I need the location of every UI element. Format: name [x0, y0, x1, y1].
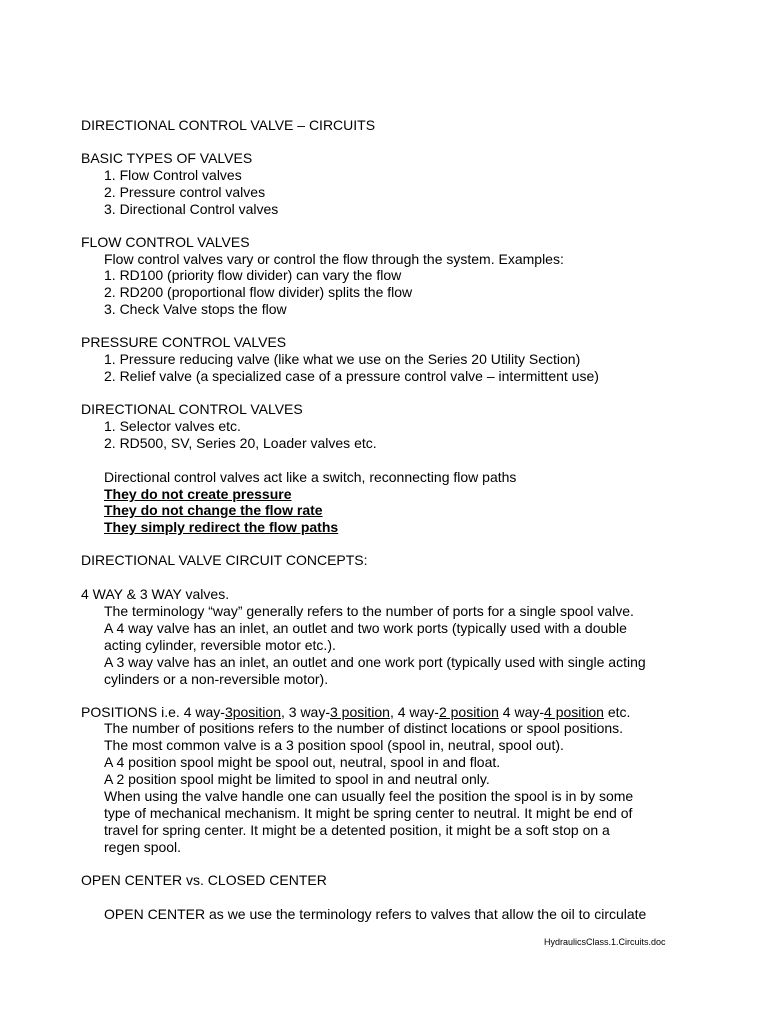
positions-line: regen spool. — [104, 839, 182, 855]
center-heading: OPEN CENTER vs. CLOSED CENTER — [81, 872, 327, 888]
positions-heading-text: , 4 way- — [389, 704, 439, 720]
basic-item: 1. Flow Control valves — [104, 167, 242, 183]
way-line: A 3 way valve has an inlet, an outlet and one work port (typically used with single acting — [104, 654, 646, 670]
way-line: cylinders or a non-reversible motor). — [104, 671, 329, 687]
emphasis-line: They do not create pressure — [104, 486, 292, 502]
basic-item: 2. Pressure control valves — [104, 184, 266, 200]
basic-types-heading: BASIC TYPES OF VALVES — [81, 150, 253, 166]
position-term: 2 position — [438, 704, 499, 720]
positions-heading-text: POSITIONS i.e. 4 way- — [81, 704, 225, 720]
way-valves-heading: 4 WAY & 3 WAY valves. — [81, 586, 230, 602]
positions-heading-text: , 3 way- — [280, 704, 330, 720]
position-term: 4 position — [544, 704, 604, 720]
circuit-concepts-heading: DIRECTIONAL VALVE CIRCUIT CONCEPTS: — [81, 552, 368, 568]
emphasis-line: They simply redirect the flow paths — [104, 519, 339, 535]
flow-item: 2. RD200 (proportional flow divider) splits the flow — [104, 284, 413, 300]
center-line: OPEN CENTER as we use the terminology refers to valves that allow the oil to circulate — [104, 906, 647, 922]
way-line: A 4 way valve has an inlet, an outlet and two work ports (typically used with a double — [104, 620, 627, 636]
pressure-control-heading: PRESSURE CONTROL VALVES — [81, 334, 287, 350]
directional-intro: Directional control valves act like a switch, reconnecting flow paths — [104, 469, 517, 485]
way-line: acting cylinder, reversible motor etc.). — [104, 637, 336, 653]
positions-heading-text: etc. — [603, 704, 631, 720]
pressure-item: 2. Relief valve (a specialized case of a pressure control valve – intermittent use) — [104, 368, 599, 384]
flow-item: 1. RD100 (priority flow divider) can vary the flow — [104, 267, 402, 283]
position-term: 3 position — [330, 704, 390, 720]
positions-heading — [81, 704, 731, 721]
positions-line: A 2 position spool might be limited to spool in and neutral only. — [104, 771, 490, 787]
pressure-item: 1. Pressure reducing valve (like what we use on the Series 20 Utility Section) — [104, 351, 581, 367]
position-term: 3position — [224, 704, 281, 720]
basic-item: 3. Directional Control valves — [104, 201, 279, 217]
positions-heading-text: 4 way- — [498, 704, 545, 720]
way-line: The terminology “way” generally refers to the number of ports for a single spool valve. — [104, 603, 634, 619]
positions-line: The number of positions refers to the number of distinct locations or spool positions. — [104, 720, 624, 736]
positions-line: type of mechanical mechanism. It might be spring center to neutral. It might be end of — [104, 805, 633, 821]
flow-item: 3. Check Valve stops the flow — [104, 301, 287, 317]
flow-control-heading: FLOW CONTROL VALVES — [81, 234, 250, 250]
positions-line: A 4 position spool might be spool out, neutral, spool in and float. — [104, 754, 501, 770]
document-footer-filename: HydraulicsClass.1.Circuits.doc — [544, 937, 666, 947]
positions-line: travel for spring center. It might be a detented position, it might be a soft stop on a — [104, 822, 610, 838]
positions-line: When using the valve handle one can usually feel the position the spool is in by some — [104, 788, 634, 804]
emphasis-line: They do not change the flow rate — [104, 502, 323, 518]
directional-control-heading: DIRECTIONAL CONTROL VALVES — [81, 401, 303, 417]
directional-item: 1. Selector valves etc. — [104, 418, 241, 434]
positions-line: The most common valve is a 3 position spool (spool in, neutral, spool out). — [104, 737, 564, 753]
flow-control-intro: Flow control valves vary or control the flow through the system. Examples: — [104, 251, 564, 267]
document-title: DIRECTIONAL CONTROL VALVE – CIRCUITS — [81, 117, 376, 133]
directional-item: 2. RD500, SV, Series 20, Loader valves etc. — [104, 435, 377, 451]
